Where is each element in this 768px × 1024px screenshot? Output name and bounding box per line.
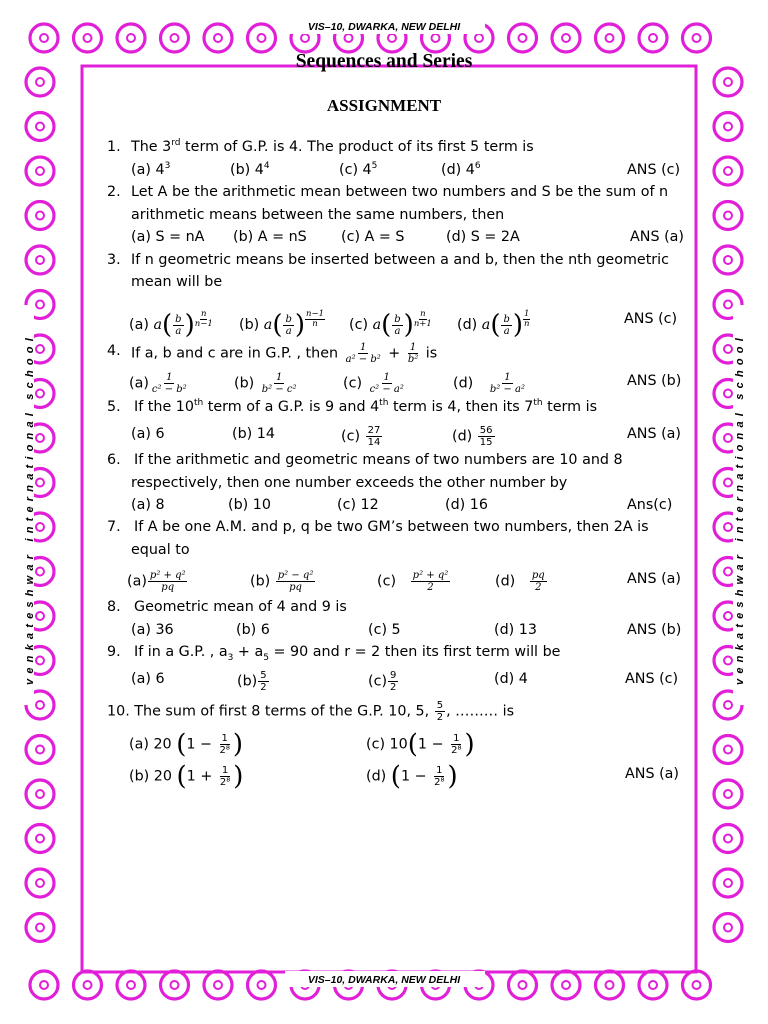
answer: ANS (a) <box>627 571 682 587</box>
option-c: (c) $\frac{1}{\text{c² − a²}}$ <box>343 372 404 395</box>
answer: ANS (c) <box>625 671 679 687</box>
question-text-line1: Let A be the arithmetic mean between two numbers and S be the sum of n <box>131 184 669 200</box>
border-ornament <box>301 34 309 42</box>
border-ornament <box>724 701 732 709</box>
border-ornament <box>26 825 54 853</box>
border-ornament <box>36 746 44 754</box>
question-number: 7. <box>107 519 121 535</box>
border-ornament <box>724 123 732 131</box>
answer: ANS (a) <box>625 766 680 782</box>
question-text: Geometric mean of 4 and 9 is <box>134 599 347 615</box>
border-ornament <box>36 701 44 709</box>
answer: ANS (c) <box>624 311 678 327</box>
border-ornament <box>714 780 742 808</box>
question-number: 9. <box>107 644 121 660</box>
option-d: (d) 13 <box>494 622 537 638</box>
option-d: (d) $4^6$ <box>441 161 481 178</box>
option-c: (c) 12 <box>337 497 379 513</box>
border-ornament <box>714 246 742 274</box>
option-b: (b) 10 <box>228 497 271 513</box>
border-ornament <box>714 113 742 141</box>
border-ornament <box>345 34 353 42</box>
option-b: (b) $\frac{1}{\text{b² − c²}}$ <box>234 372 297 395</box>
border-ornament <box>724 746 732 754</box>
question-text-line1: If n geometric means be inserted between a and b, then the nth geometric <box>131 252 670 268</box>
border-ornament <box>475 34 483 42</box>
border-ornament <box>26 202 54 230</box>
page-subtitle: ASSIGNMENT <box>326 96 442 115</box>
option-c: (c) $4^5$ <box>339 161 378 178</box>
border-ornament <box>724 657 732 665</box>
border-ornament <box>36 345 44 353</box>
answer: ANS (b) <box>627 622 682 638</box>
border-ornament <box>724 790 732 798</box>
option-a: (a) 8 <box>131 497 165 513</box>
border-ornament <box>724 212 732 220</box>
border-ornament <box>214 34 222 42</box>
option-b: (b) 14 <box>232 426 275 442</box>
border-ornament <box>36 390 44 398</box>
border-ornament <box>258 34 266 42</box>
option-d: (d) 4 <box>494 671 528 687</box>
border-ornament <box>724 256 732 264</box>
option-a: (a) 36 <box>131 622 174 638</box>
border-ornament <box>724 479 732 487</box>
border-ornament <box>724 167 732 175</box>
border-ornament <box>26 914 54 942</box>
option-a: (a) 6 <box>131 426 165 442</box>
option-a: (a) $\frac{\text{p² + q²}}{pq}$ <box>127 570 186 593</box>
option-a: (a) a( $\frac{b}{a}$ ) $\frac{n}{n-1}$ <box>129 309 213 340</box>
question-text-line2: equal to <box>131 542 190 558</box>
answer: ANS (c) <box>627 162 681 178</box>
border-ornament <box>36 212 44 220</box>
option-d: (d) $\frac{pq}{2}$ <box>495 570 545 593</box>
option-b: (b) 20 (1 + $\frac{1}{\text{2⁸}}$ ) <box>129 761 244 792</box>
answer: ANS (a) <box>627 426 682 442</box>
option-b: (b) $\frac{5}{2}$ <box>237 670 267 693</box>
border-ornament <box>36 78 44 86</box>
option-c: (c) 10(1 − $\frac{1}{\text{2⁸}}$ ) <box>366 729 475 760</box>
border-ornament <box>724 78 732 86</box>
header-address: VIS–10, DWARKA, NEW DELHI <box>307 21 461 33</box>
question-text: If in a G.P. , $a_3 + a_5 = 90$ and r = 2 then its first term will be <box>134 644 561 663</box>
border-ornament <box>432 34 440 42</box>
option-a: (a) 6 <box>131 671 165 687</box>
question-number: 8. <box>107 599 121 615</box>
border-ornament <box>714 157 742 185</box>
option-c: (c) a( $\frac{b}{a}$ ) $\frac{n}{n+1}$ <box>349 309 432 340</box>
answer: ANS (a) <box>630 229 685 245</box>
option-d: (d) S = 2A <box>446 229 520 245</box>
option-c: (c) 5 <box>368 622 401 638</box>
option-b: (b) $4^4$ <box>230 161 270 178</box>
page-title: Sequences and Series <box>295 51 473 72</box>
border-ornament <box>26 157 54 185</box>
border-ornament <box>26 736 54 764</box>
option-a: (a) S = nA <box>131 229 205 245</box>
question-text-line1: If the arithmetic and geometric means of two numbers are 10 and 8 <box>134 452 623 468</box>
border-ornament <box>36 657 44 665</box>
border-ornament <box>84 34 92 42</box>
question-text-line2: mean will be <box>131 274 223 290</box>
border-ornament <box>26 780 54 808</box>
border-ornament <box>26 869 54 897</box>
border-ornament <box>649 34 657 42</box>
answer: Ans(c) <box>627 497 673 513</box>
border-ornament <box>36 301 44 309</box>
question-number: 1. <box>107 139 121 155</box>
border-ornament <box>714 736 742 764</box>
question-text: If the 10th term of a G.P. is 9 and 4th term is 4, then its 7th term is <box>134 398 598 415</box>
option-a: (a) $\frac{1}{\text{c² − b²}}$ <box>129 372 187 395</box>
question-text: 10. The sum of first 8 terms of the G.P. 10, 5, $\frac{5}{2}$ , ……… is <box>107 700 515 723</box>
border-ornament <box>724 301 732 309</box>
question-number: 4. <box>107 343 121 359</box>
border-ornament <box>388 34 396 42</box>
border-ornament <box>724 390 732 398</box>
border-ornament <box>724 612 732 620</box>
option-a: (a) $4^3$ <box>131 161 171 178</box>
border-ornament <box>724 924 732 932</box>
option-a: (a) 20 (1 − $\frac{1}{\text{2⁸}}$ ) <box>129 729 244 760</box>
option-c: (c) A = S <box>341 229 405 245</box>
border-ornament <box>36 612 44 620</box>
option-c: (c) $\frac{27}{14}$ <box>341 425 381 448</box>
border-ornament <box>36 167 44 175</box>
border-ornament <box>562 34 570 42</box>
border-ornament <box>714 914 742 942</box>
border-ornament <box>40 34 48 42</box>
option-b: (b) A = nS <box>233 229 307 245</box>
question-number: 5. <box>107 399 121 415</box>
question-text-line1: If A be one A.M. and p, q be two GM’s between two numbers, then 2A is <box>134 519 649 535</box>
option-d: (d) 16 <box>445 497 488 513</box>
option-b: (b) $\frac{\text{p² − q²}}{pq}$ <box>250 570 314 593</box>
border-ornament <box>693 34 701 42</box>
border-ornament <box>36 879 44 887</box>
question-text: The 3rd term of G.P. is 4. The product of its first 5 term is <box>131 138 534 155</box>
border-ornament <box>724 523 732 531</box>
border-ornament <box>714 202 742 230</box>
option-d: (d) (1 − $\frac{1}{\text{2⁸}}$ ) <box>366 761 458 792</box>
border-ornament <box>26 246 54 274</box>
border-ornament <box>36 568 44 576</box>
option-c: (c) $\frac{9}{2}$ <box>368 670 397 693</box>
border-ornament <box>714 825 742 853</box>
question-text-line2: respectively, then one number exceeds the other number by <box>131 475 568 491</box>
question-text: If a, b and c are in G.P. , then $\frac{1}{\text{a² − b²}}$ + $\frac{1}{\text{b²}}$ is <box>131 342 438 365</box>
border-ornament <box>724 568 732 576</box>
question-number: 6. <box>107 452 121 468</box>
side-school-name-right: venkateshwar international school <box>734 333 746 685</box>
answer: ANS (b) <box>627 373 682 389</box>
border-ornament <box>36 434 44 442</box>
option-b: (b) a( $\frac{b}{a}$ ) $\frac{n-1}{n}$ <box>239 309 325 340</box>
option-d: (d) a( $\frac{b}{a}$ ) $\frac{1}{n}$ <box>457 309 530 340</box>
option-c: (c) $\frac{\text{p² + q²}}{2}$ <box>377 570 449 593</box>
border-ornament <box>724 879 732 887</box>
option-b: (b) 6 <box>236 622 270 638</box>
border-ornament <box>36 123 44 131</box>
border-ornament <box>127 34 135 42</box>
border-ornament <box>36 835 44 843</box>
option-d: (d) $\frac{56}{15}$ <box>452 425 493 448</box>
border-ornament <box>714 869 742 897</box>
border-ornament <box>36 479 44 487</box>
question-text-line2: arithmetic means between the same numbers, then <box>131 207 505 223</box>
side-school-name-left: venkateshwar international school <box>24 333 36 685</box>
option-d: (d) $\frac{1}{\text{b² − a²}}$ <box>453 372 525 395</box>
border-ornament <box>519 34 527 42</box>
question-number: 3. <box>107 252 121 268</box>
border-ornament <box>36 523 44 531</box>
border-ornament <box>724 434 732 442</box>
footer-address: VIS–10, DWARKA, NEW DELHI <box>307 974 461 986</box>
border-ornament <box>36 256 44 264</box>
border-ornament <box>171 34 179 42</box>
border-ornament <box>26 113 54 141</box>
border-ornament <box>606 34 614 42</box>
border-ornament <box>36 790 44 798</box>
border-ornament <box>724 835 732 843</box>
question-number: 2. <box>107 184 121 200</box>
border-ornament <box>36 924 44 932</box>
border-ornament <box>724 345 732 353</box>
